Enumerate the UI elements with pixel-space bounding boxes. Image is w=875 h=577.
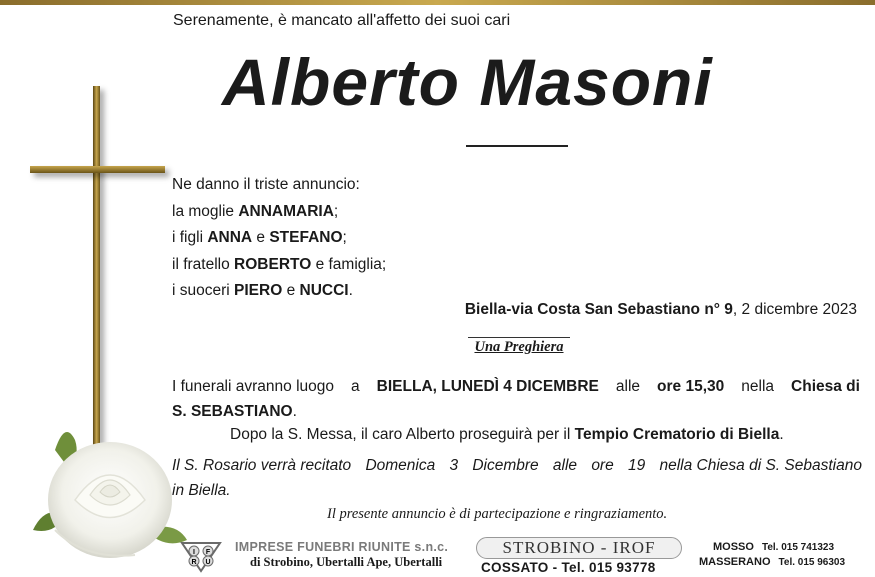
mass-info: Dopo la S. Messa, il caro Alberto proseguirà per il Tempio Crematorio di Biella. [230,426,784,443]
deceased-name: Alberto Masoni [222,45,713,119]
brand-badge: STROBINO - IROF [476,537,682,559]
top-gold-border [0,0,875,5]
place-date: Biella-via Costa San Sebastiano n° 9, 2 dicembre 2023 [464,301,857,318]
rosary-place: in Biella. [172,482,231,499]
funeral-line: I funerali avranno luogo a BIELLA, LUNEDÌ 4 DICEMBRE alle ore 15,30 nella Chiesa di [172,378,860,395]
cross-icon [93,86,100,456]
rosary-line: Il S. Rosario verrà recitato Domenica 3 Dicembre alle ore 19 nella Chiesa di S. Sebastiano [172,457,862,474]
logo-letter: F [205,549,211,556]
rosary-info [172,453,862,503]
cossato-phone: COSSATO - Tel. 015 93778 [481,560,656,575]
prayer-link[interactable]: Una Preghiera [468,337,570,356]
company-owners: di Strobino, Ubertalli Ape, Ubertalli [250,555,443,569]
funeral-company-logo [180,539,222,573]
logo-letter: I [193,549,195,556]
funeral-info [172,374,860,424]
name-divider [466,145,568,147]
logo-letter: R [191,559,197,566]
office-mosso: MOSSO Tel. 015 741323 [713,541,835,553]
cross-arm [30,166,165,173]
company-name: IMPRESE FUNEBRI RIUNITE s.n.c. [235,540,449,554]
mourners-list [172,172,386,305]
mourner-in-laws: i suoceri PIERO e NUCCI. [172,282,353,299]
notice-text: Il presente annuncio è di partecipazione e ringraziamento. [327,506,668,522]
mourner-brother: il fratello ROBERTO e famiglia; [172,255,387,273]
office-masserano: MASSERANO Tel. 015 96303 [699,556,846,568]
mourner-wife: la moglie ANNAMARIA; [172,202,339,220]
mourner-children: i figli ANNA e STEFANO; [172,229,347,246]
funeral-church: S. SEBASTIANO. [172,403,297,420]
white-rose-icon [25,410,190,570]
logo-letter: U [205,559,211,566]
intro-text: Serenamente, è mancato all'affetto dei suoi cari [173,12,511,29]
mourners-intro: Ne danno il triste annuncio: [172,176,360,193]
